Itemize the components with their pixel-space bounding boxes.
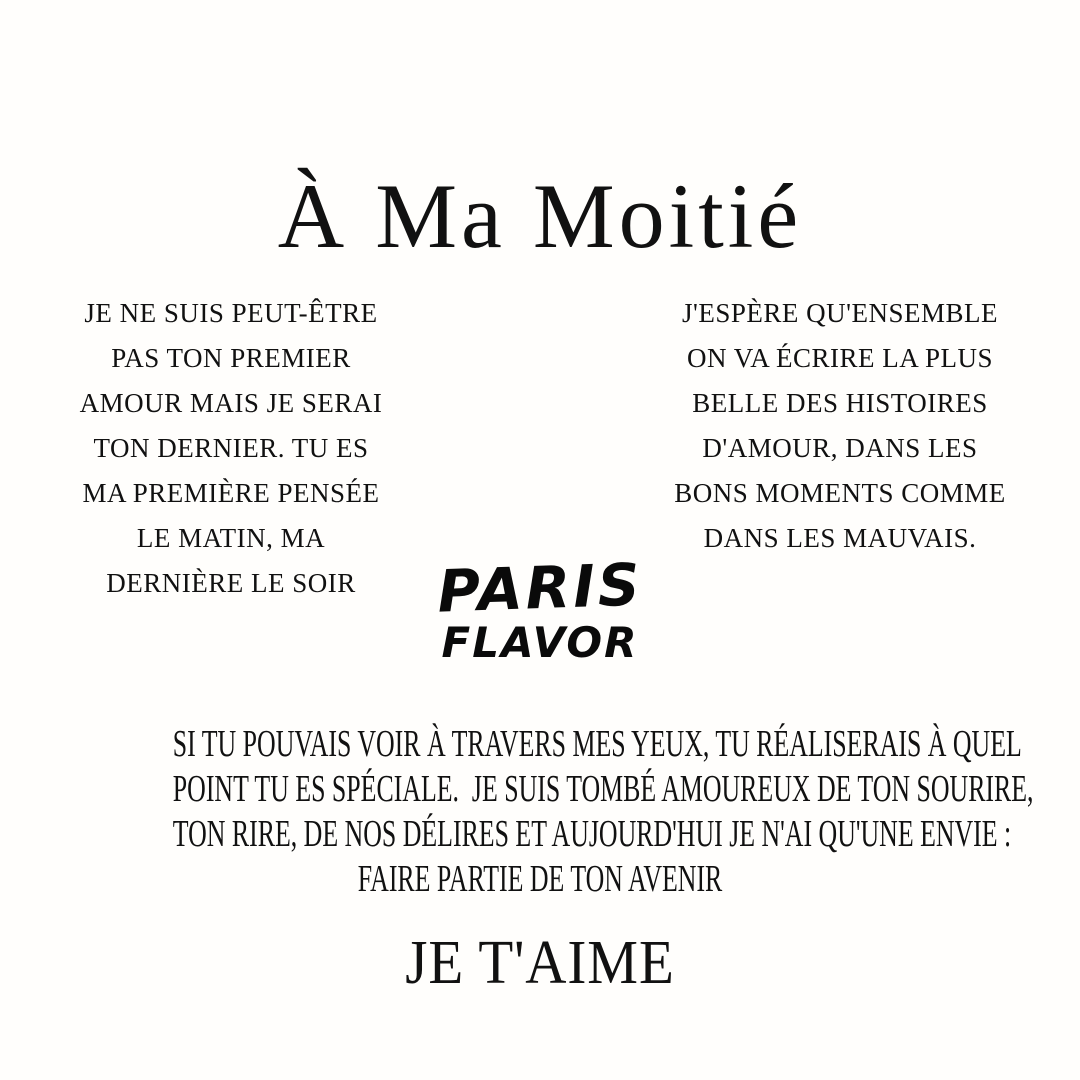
paragraph-line: TON RIRE, DE NOS DÉLIRES ET AUJOURD'HUI JE N'AI QU'UNE ENVIE : — [172, 813, 1012, 855]
closing-message-text: JE T'AIME — [405, 929, 675, 997]
paragraph-line: SI TU POUVAIS VOIR À TRAVERS MES YEUX, TU RÉALISERAIS À QUEL — [172, 723, 1022, 765]
left-column-line: AMOUR MAIS JE SERAI — [79, 388, 383, 418]
left-column-line: TON DERNIER. TU ES — [93, 433, 369, 463]
right-column-line: DANS LES MAUVAIS. — [703, 523, 977, 553]
left-column-line: MA PREMIÈRE PENSÉE — [82, 478, 380, 508]
right-column-line: J'ESPÈRE QU'ENSEMBLE — [681, 298, 998, 328]
right-column-line: BONS MOMENTS COMME — [674, 478, 1006, 508]
paragraph-line: FAIRE PARTIE DE TON AVENIR — [357, 858, 723, 900]
left-column-line: LE MATIN, MA — [136, 523, 326, 553]
closing-message — [0, 929, 1080, 997]
paragraph-line: POINT TU ES SPÉCIALE. JE SUIS TOMBÉ AMOUREUX DE TON SOURIRE, — [172, 768, 1034, 810]
paris-flavor-logo — [0, 550, 1080, 668]
left-column-line: JE NE SUIS PEUT-ÊTRE — [84, 298, 378, 328]
right-column-line: ON VA ÉCRIRE LA PLUS — [686, 343, 994, 373]
logo-word-paris: PARIS — [436, 550, 644, 626]
closing-paragraph — [0, 722, 1080, 902]
right-column-line: BELLE DES HISTOIRES — [692, 388, 988, 418]
logo-word-flavor: FLAVOR — [441, 618, 639, 667]
right-column — [650, 291, 1030, 561]
right-column-line: D'AMOUR, DANS LES — [702, 433, 978, 463]
left-column-line: DERNIÈRE LE SOIR — [106, 568, 356, 598]
page-title: À Ma Moitié — [277, 164, 803, 267]
left-column-line: PAS TON PREMIER — [111, 343, 351, 373]
